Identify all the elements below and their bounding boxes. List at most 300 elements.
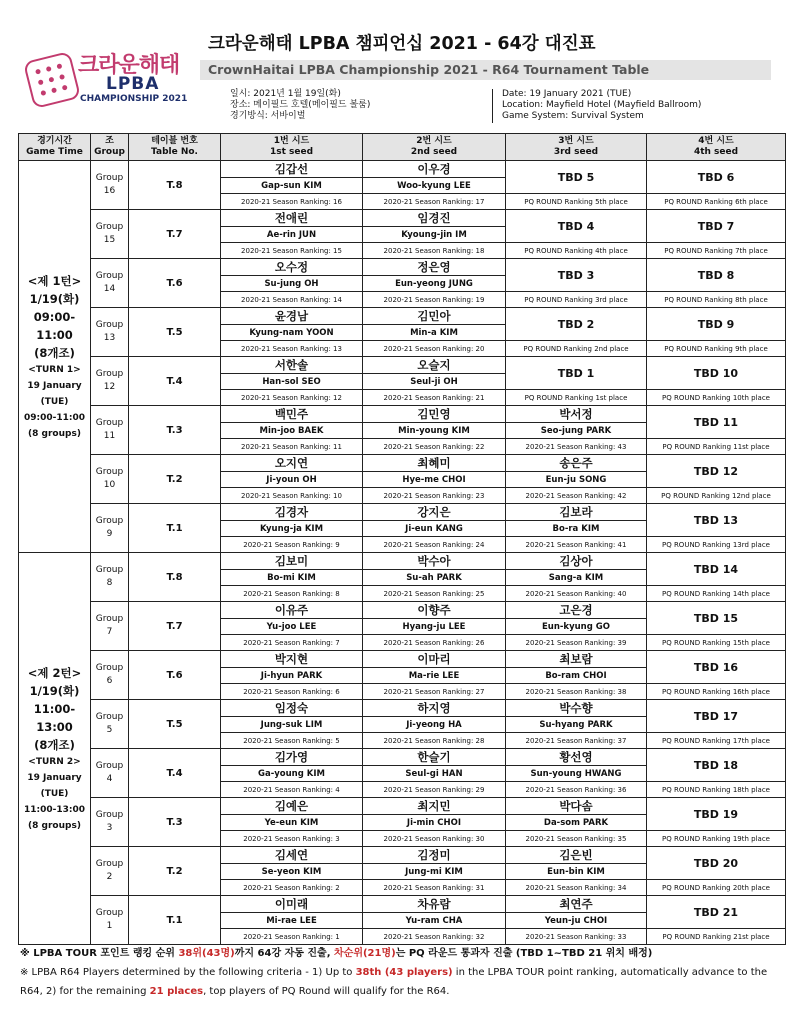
game-time-en: 19 January	[27, 772, 82, 783]
tournament-table	[18, 133, 786, 945]
player-name-kr: 김민아	[363, 308, 506, 325]
header-label-en: Game Time	[26, 147, 83, 157]
seed-ranking: 2020-21 Season Ranking: 17	[363, 194, 506, 210]
group-number: 7	[106, 627, 113, 637]
player-name-en: Ji-youn OH	[221, 472, 363, 488]
seed-ranking: PQ ROUND Ranking 1st place	[506, 390, 647, 406]
player-name-en: Ji-min CHOI	[363, 815, 506, 831]
note-kr-text: 는 PQ 라운드 통과자 진출 (TBD 1~TBD 21 위치 배정)	[395, 948, 653, 959]
tbd-slot: TBD 11	[647, 406, 786, 439]
table-row	[19, 161, 786, 178]
seed-ranking: 2020-21 Season Ranking: 30	[363, 831, 506, 847]
seed-ranking: PQ ROUND Ranking 8th place	[647, 292, 786, 308]
header-label-en: Group	[94, 147, 125, 157]
player-name-kr: 김가영	[221, 749, 363, 766]
seed-ranking: 2020-21 Season Ranking: 42	[506, 488, 647, 504]
player-name-kr: 오수정	[221, 259, 363, 276]
tbd-slot: TBD 1	[506, 357, 647, 390]
group-label: Group	[95, 663, 124, 673]
seed-ranking: PQ ROUND Ranking 6th place	[647, 194, 786, 210]
event-info-en	[502, 89, 701, 122]
lpba-logo	[22, 44, 202, 108]
seed-ranking: PQ ROUND Ranking 20th place	[647, 880, 786, 896]
tbd-slot: TBD 4	[506, 210, 647, 243]
tbd-slot: TBD 17	[647, 700, 786, 733]
seed-ranking: 2020-21 Season Ranking: 25	[363, 586, 506, 602]
group-number: 13	[103, 333, 116, 343]
player-name-kr: 윤경남	[221, 308, 363, 325]
player-name-en: Ma-rie LEE	[363, 668, 506, 684]
game-time-en: (TUE)	[40, 396, 69, 407]
table-no-cell: T.5	[129, 700, 221, 749]
note-en	[20, 963, 790, 1001]
group-label: Group	[95, 859, 124, 869]
tbd-slot: TBD 21	[647, 896, 786, 929]
player-name-kr: 임정숙	[221, 700, 363, 717]
seed-ranking: 2020-21 Season Ranking: 11	[221, 439, 363, 455]
table-header-row	[19, 134, 786, 161]
note-en-highlight: 21 places	[149, 986, 204, 997]
tbd-slot: TBD 9	[647, 308, 786, 341]
seed-ranking: 2020-21 Season Ranking: 5	[221, 733, 363, 749]
player-name-kr: 강지은	[363, 504, 506, 521]
seed-ranking: PQ ROUND Ranking 13rd place	[647, 537, 786, 553]
table-no-cell: T.7	[129, 602, 221, 651]
player-name-kr: 박지현	[221, 651, 363, 668]
header-col-5	[506, 134, 647, 161]
player-name-en: Seul-ji OH	[363, 374, 506, 390]
player-name-kr: 최보람	[506, 651, 647, 668]
player-name-kr: 김예은	[221, 798, 363, 815]
player-name-en: Min-young KIM	[363, 423, 506, 439]
player-name-kr: 박수아	[363, 553, 506, 570]
group-label: Group	[95, 516, 124, 526]
group-label: Group	[95, 418, 124, 428]
seed-ranking: PQ ROUND Ranking 18th place	[647, 782, 786, 798]
seed-ranking: 2020-21 Season Ranking: 29	[363, 782, 506, 798]
player-name-en: Jung-suk LIM	[221, 717, 363, 733]
player-name-en: Yu-joo LEE	[221, 619, 363, 635]
player-name-kr: 김은빈	[506, 847, 647, 864]
player-name-kr: 박수향	[506, 700, 647, 717]
group-number: 16	[103, 186, 116, 196]
player-name-en: Su-jung OH	[221, 276, 363, 292]
table-no-cell: T.7	[129, 210, 221, 259]
header-label-en: 1st seed	[269, 147, 314, 157]
game-time-en: (8 groups)	[28, 820, 81, 831]
group-label: Group	[95, 369, 124, 379]
player-name-en: Eun-kyung GO	[506, 619, 647, 635]
player-name-kr: 김갑선	[221, 161, 363, 178]
note-kr-highlight: 차순위(21명)	[334, 948, 396, 959]
table-no-cell: T.8	[129, 161, 221, 210]
player-name-en: Gap-sun KIM	[221, 178, 363, 194]
seed-ranking: 2020-21 Season Ranking: 21	[363, 390, 506, 406]
game-time-kr: <제 1턴>	[27, 273, 82, 288]
group-label: Group	[95, 614, 124, 624]
game-time-en: 09:00-11:00	[23, 412, 86, 423]
player-name-kr: 김상아	[506, 553, 647, 570]
seed-ranking: PQ ROUND Ranking 16th place	[647, 684, 786, 700]
seed-ranking: 2020-21 Season Ranking: 23	[363, 488, 506, 504]
player-name-en: Bo-ram CHOI	[506, 668, 647, 684]
seed-ranking: PQ ROUND Ranking 11st place	[647, 439, 786, 455]
game-time-kr: 1/19(화)	[29, 683, 80, 698]
tbd-slot: TBD 20	[647, 847, 786, 880]
player-name-en: Sun-young HWANG	[506, 766, 647, 782]
table-no-cell: T.2	[129, 847, 221, 896]
player-name-kr: 이미래	[221, 896, 363, 913]
tbd-slot: TBD 14	[647, 553, 786, 586]
header-label-kr: 4번 시드	[698, 136, 734, 146]
seed-ranking: 2020-21 Season Ranking: 22	[363, 439, 506, 455]
group-cell	[91, 161, 129, 210]
player-name-kr: 오슬지	[363, 357, 506, 374]
player-name-kr: 하지영	[363, 700, 506, 717]
player-name-en: Bo-ra KIM	[506, 521, 647, 537]
table-no-cell: T.6	[129, 651, 221, 700]
group-label: Group	[95, 173, 124, 183]
group-number: 8	[106, 578, 113, 588]
player-name-en: Eun-bin KIM	[506, 864, 647, 880]
group-number: 6	[106, 676, 113, 686]
seed-ranking: PQ ROUND Ranking 10th place	[647, 390, 786, 406]
player-name-kr: 황선영	[506, 749, 647, 766]
tbd-slot: TBD 19	[647, 798, 786, 831]
player-name-en: Sang-a KIM	[506, 570, 647, 586]
info-date-kr: 일시: 2021년 1월 19일(화)	[230, 89, 341, 99]
seed-ranking: PQ ROUND Ranking 3rd place	[506, 292, 647, 308]
group-number: 11	[103, 431, 116, 441]
logo-ball-icon	[23, 51, 81, 109]
header-label-kr: 3번 시드	[558, 136, 594, 146]
player-name-kr: 박서정	[506, 406, 647, 423]
note-kr-highlight: 38위(43명)	[178, 948, 235, 959]
game-time-en: 11:00-13:00	[23, 804, 86, 815]
group-label: Group	[95, 810, 124, 820]
table-row	[19, 210, 786, 227]
game-time-kr: 11:00	[36, 327, 73, 342]
player-name-en: Han-sol SEO	[221, 374, 363, 390]
tbd-slot: TBD 15	[647, 602, 786, 635]
player-name-en: Bo-mi KIM	[221, 570, 363, 586]
player-name-kr: 임경진	[363, 210, 506, 227]
group-label: Group	[95, 320, 124, 330]
table-no-cell: T.6	[129, 259, 221, 308]
player-name-en: Se-yeon KIM	[221, 864, 363, 880]
note-en-text: , top players of PQ Round will qualify for the R64.	[203, 986, 450, 997]
seed-ranking: 2020-21 Season Ranking: 15	[221, 243, 363, 259]
game-time-kr: 09:00-	[33, 309, 76, 324]
group-number: 10	[103, 480, 116, 490]
header-label-kr: 조	[105, 136, 114, 146]
player-name-kr: 이우경	[363, 161, 506, 178]
note-en-text: in the LPBA TOUR point ranking, automatically advance to the R64, 2) for the remaining	[20, 967, 768, 997]
player-name-kr: 한슬기	[363, 749, 506, 766]
game-time-en: 19 January	[27, 380, 82, 391]
tbd-slot: TBD 7	[647, 210, 786, 243]
group-label: Group	[95, 222, 124, 232]
header-col-3	[221, 134, 363, 161]
player-name-en: Yu-ram CHA	[363, 913, 506, 929]
seed-ranking: 2020-21 Season Ranking: 18	[363, 243, 506, 259]
info-venue-kr: 장소: 메이필드 호텔(메이필드 볼룸)	[230, 100, 371, 110]
player-name-en: Hyang-ju LEE	[363, 619, 506, 635]
player-name-kr: 정은영	[363, 259, 506, 276]
player-name-en: Mi-rae LEE	[221, 913, 363, 929]
group-label: Group	[95, 712, 124, 722]
tbd-slot: TBD 2	[506, 308, 647, 341]
table-row	[19, 896, 786, 913]
player-name-kr: 오지연	[221, 455, 363, 472]
group-number: 3	[106, 823, 113, 833]
tbd-slot: TBD 8	[647, 259, 786, 292]
player-name-kr: 최연주	[506, 896, 647, 913]
seed-ranking: 2020-21 Season Ranking: 26	[363, 635, 506, 651]
game-time-en: <TURN 1>	[28, 364, 81, 375]
tbd-slot: TBD 3	[506, 259, 647, 292]
note-en-highlight: 38th (43 players)	[355, 967, 453, 978]
header-label-en: 2nd seed	[410, 147, 458, 157]
group-cell	[91, 651, 129, 700]
table-row	[19, 847, 786, 864]
seed-ranking: 2020-21 Season Ranking: 33	[506, 929, 647, 945]
seed-ranking: 2020-21 Season Ranking: 41	[506, 537, 647, 553]
info-system-kr: 경기방식: 서바이벌	[230, 111, 306, 121]
player-name-en: Ga-young KIM	[221, 766, 363, 782]
seed-ranking: PQ ROUND Ranking 19th place	[647, 831, 786, 847]
player-name-kr: 이향주	[363, 602, 506, 619]
header-col-0	[19, 134, 91, 161]
player-name-en: Kyung-ja KIM	[221, 521, 363, 537]
player-name-en: Ji-eun KANG	[363, 521, 506, 537]
tbd-slot: TBD 6	[647, 161, 786, 194]
game-time-kr: 11:00-	[33, 701, 76, 716]
table-row	[19, 553, 786, 570]
player-name-en: Seo-jung PARK	[506, 423, 647, 439]
group-number: 15	[103, 235, 116, 245]
header-label-kr: 경기시간	[37, 136, 72, 146]
group-label: Group	[95, 908, 124, 918]
player-name-kr: 최지민	[363, 798, 506, 815]
game-time-kr: (8개조)	[34, 345, 75, 360]
note-en-text: ※ LPBA R64 Players determined by the following criteria - 1) Up to	[20, 967, 356, 978]
table-row	[19, 504, 786, 521]
group-number: 2	[106, 872, 113, 882]
player-name-kr: 김경자	[221, 504, 363, 521]
seed-ranking: 2020-21 Season Ranking: 16	[221, 194, 363, 210]
group-cell	[91, 602, 129, 651]
logo-lpba: LPBA	[106, 74, 160, 94]
group-label: Group	[95, 761, 124, 771]
player-name-en: Seul-gi HAN	[363, 766, 506, 782]
seed-ranking: PQ ROUND Ranking 21st place	[647, 929, 786, 945]
table-row	[19, 259, 786, 276]
player-name-kr: 이마리	[363, 651, 506, 668]
game-time-cell	[19, 553, 91, 945]
player-name-kr: 김정미	[363, 847, 506, 864]
tbd-slot: TBD 12	[647, 455, 786, 488]
game-time-kr: <제 2턴>	[27, 665, 82, 680]
table-row	[19, 700, 786, 717]
notes	[20, 944, 790, 1001]
seed-ranking: 2020-21 Season Ranking: 39	[506, 635, 647, 651]
table-row	[19, 798, 786, 815]
seed-ranking: 2020-21 Season Ranking: 10	[221, 488, 363, 504]
player-name-kr: 차유람	[363, 896, 506, 913]
header-label-kr: 테이블 번호	[151, 136, 198, 146]
group-cell	[91, 896, 129, 945]
group-number: 9	[106, 529, 113, 539]
game-time-en: (8 groups)	[28, 428, 81, 439]
seed-ranking: 2020-21 Season Ranking: 4	[221, 782, 363, 798]
game-time-kr: (8개조)	[34, 737, 75, 752]
seed-ranking: 2020-21 Season Ranking: 38	[506, 684, 647, 700]
table-row	[19, 308, 786, 325]
player-name-en: Ae-rin JUN	[221, 227, 363, 243]
seed-ranking: 2020-21 Season Ranking: 6	[221, 684, 363, 700]
table-row	[19, 406, 786, 423]
note-kr-text: ※ LPBA TOUR 포인트 랭킹 순위	[20, 948, 179, 959]
player-name-en: Kyung-nam YOON	[221, 325, 363, 341]
header-col-2	[129, 134, 221, 161]
header-label-en: 3rd seed	[553, 147, 599, 157]
seed-ranking: PQ ROUND Ranking 14th place	[647, 586, 786, 602]
seed-ranking: PQ ROUND Ranking 12nd place	[647, 488, 786, 504]
info-date-en: Date: 19 January 2021 (TUE)	[502, 89, 632, 99]
seed-ranking: 2020-21 Season Ranking: 36	[506, 782, 647, 798]
page-title: 크라운해태 LPBA 챔피언십 2021 - 64강 대진표	[208, 34, 596, 54]
player-name-kr: 백민주	[221, 406, 363, 423]
page-subtitle: CrownHaitai LPBA Championship 2021 - R64 Tournament Table	[200, 60, 771, 80]
header-label-kr: 1번 시드	[273, 136, 310, 146]
player-name-kr: 박다솜	[506, 798, 647, 815]
table-no-cell: T.3	[129, 406, 221, 455]
player-name-kr: 전애린	[221, 210, 363, 227]
table-no-cell: T.2	[129, 455, 221, 504]
seed-ranking: PQ ROUND Ranking 2nd place	[506, 341, 647, 357]
seed-ranking: 2020-21 Season Ranking: 28	[363, 733, 506, 749]
player-name-en: Da-som PARK	[506, 815, 647, 831]
player-name-en: Ji-hyun PARK	[221, 668, 363, 684]
table-row	[19, 455, 786, 472]
logo-championship: CHAMPIONSHIP 2021	[80, 94, 188, 104]
player-name-kr: 이유주	[221, 602, 363, 619]
game-time-kr: 1/19(화)	[29, 291, 80, 306]
header-col-4	[363, 134, 506, 161]
seed-ranking: 2020-21 Season Ranking: 43	[506, 439, 647, 455]
player-name-en: Min-a KIM	[363, 325, 506, 341]
player-name-en: Min-joo BAEK	[221, 423, 363, 439]
seed-ranking: PQ ROUND Ranking 15th place	[647, 635, 786, 651]
seed-ranking: 2020-21 Season Ranking: 31	[363, 880, 506, 896]
seed-ranking: 2020-21 Season Ranking: 20	[363, 341, 506, 357]
player-name-en: Eun-yeong JUNG	[363, 276, 506, 292]
player-name-kr: 최혜미	[363, 455, 506, 472]
seed-ranking: 2020-21 Season Ranking: 32	[363, 929, 506, 945]
group-number: 12	[103, 382, 116, 392]
group-number: 1	[106, 921, 113, 931]
player-name-en: Eun-ju SONG	[506, 472, 647, 488]
player-name-kr: 김세연	[221, 847, 363, 864]
player-name-kr: 김보라	[506, 504, 647, 521]
player-name-kr: 김민영	[363, 406, 506, 423]
player-name-en: Yeun-ju CHOI	[506, 913, 647, 929]
seed-ranking: 2020-21 Season Ranking: 2	[221, 880, 363, 896]
player-name-en: Woo-kyung LEE	[363, 178, 506, 194]
tbd-slot: TBD 16	[647, 651, 786, 684]
group-label: Group	[95, 467, 124, 477]
player-name-kr: 김보미	[221, 553, 363, 570]
seed-ranking: 2020-21 Season Ranking: 12	[221, 390, 363, 406]
seed-ranking: 2020-21 Season Ranking: 9	[221, 537, 363, 553]
game-time-cell	[19, 161, 91, 553]
table-row	[19, 651, 786, 668]
info-divider	[492, 89, 493, 123]
seed-ranking: 2020-21 Season Ranking: 8	[221, 586, 363, 602]
player-name-en: Jung-mi KIM	[363, 864, 506, 880]
tbd-slot: TBD 13	[647, 504, 786, 537]
event-info-kr	[230, 89, 370, 122]
seed-ranking: 2020-21 Season Ranking: 14	[221, 292, 363, 308]
group-label: Group	[95, 271, 124, 281]
group-cell	[91, 357, 129, 406]
seed-ranking: 2020-21 Season Ranking: 3	[221, 831, 363, 847]
tbd-slot: TBD 5	[506, 161, 647, 194]
table-no-cell: T.4	[129, 749, 221, 798]
table-row	[19, 357, 786, 374]
seed-ranking: PQ ROUND Ranking 17th place	[647, 733, 786, 749]
group-cell	[91, 700, 129, 749]
seed-ranking: PQ ROUND Ranking 4th place	[506, 243, 647, 259]
header-col-1	[91, 134, 129, 161]
group-cell	[91, 406, 129, 455]
group-number: 14	[103, 284, 116, 294]
table-no-cell: T.4	[129, 357, 221, 406]
seed-ranking: 2020-21 Season Ranking: 35	[506, 831, 647, 847]
header-label-en: Table No.	[151, 147, 198, 157]
player-name-kr: 고은경	[506, 602, 647, 619]
table-no-cell: T.1	[129, 896, 221, 945]
seed-ranking: 2020-21 Season Ranking: 19	[363, 292, 506, 308]
seed-ranking: PQ ROUND Ranking 9th place	[647, 341, 786, 357]
note-kr	[20, 944, 790, 963]
game-time-en: (TUE)	[40, 788, 69, 799]
player-name-en: Su-hyang PARK	[506, 717, 647, 733]
header-label-kr: 2번 시드	[416, 136, 452, 146]
player-name-kr: 송은주	[506, 455, 647, 472]
table-row	[19, 602, 786, 619]
info-venue-en: Location: Mayfield Hotel (Mayfield Ballroom)	[502, 100, 702, 110]
info-system-en: Game System: Survival System	[502, 111, 644, 121]
player-name-en: Ji-yeong HA	[363, 717, 506, 733]
group-cell	[91, 847, 129, 896]
seed-ranking: 2020-21 Season Ranking: 37	[506, 733, 647, 749]
player-name-kr: 서한솔	[221, 357, 363, 374]
seed-ranking: PQ ROUND Ranking 7th place	[647, 243, 786, 259]
group-label: Group	[95, 565, 124, 575]
player-name-en: Hye-me CHOI	[363, 472, 506, 488]
group-cell	[91, 749, 129, 798]
group-cell	[91, 308, 129, 357]
group-cell	[91, 798, 129, 847]
group-cell	[91, 210, 129, 259]
table-no-cell: T.3	[129, 798, 221, 847]
header-col-6	[647, 134, 786, 161]
table-row	[19, 749, 786, 766]
game-time-en: <TURN 2>	[28, 756, 81, 767]
seed-ranking: 2020-21 Season Ranking: 13	[221, 341, 363, 357]
